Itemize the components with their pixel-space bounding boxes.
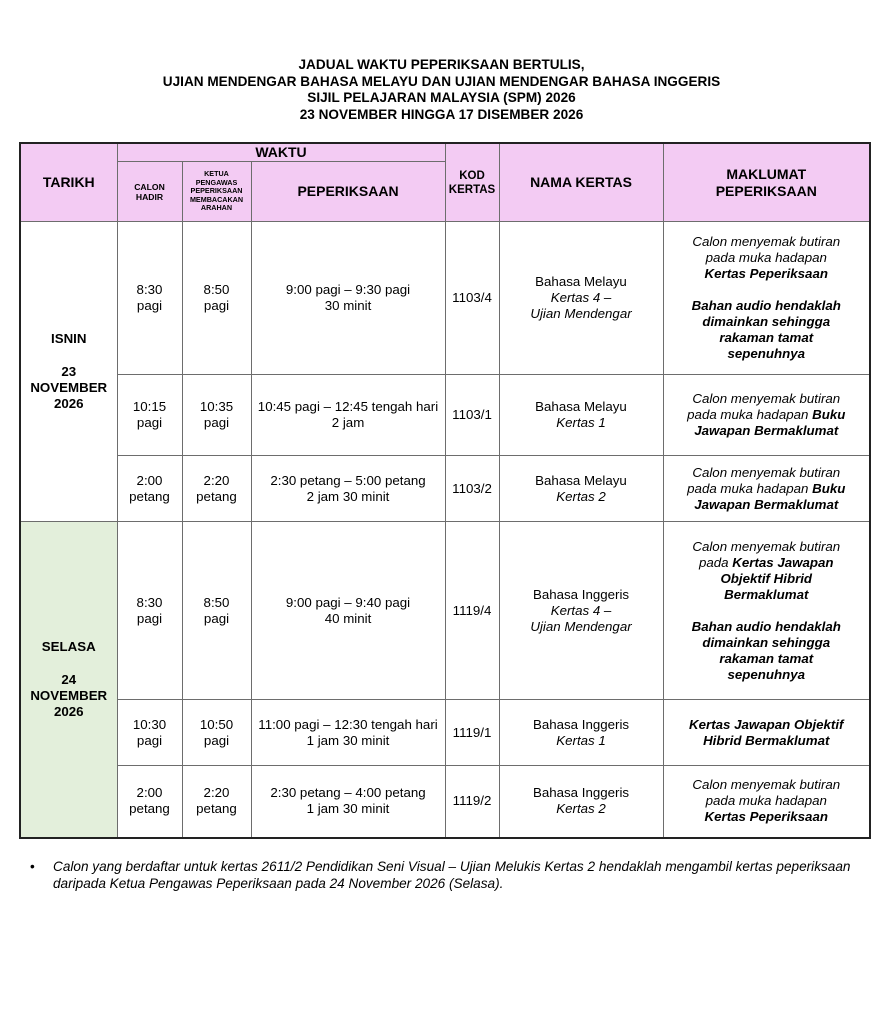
header-tarikh: TARIKH — [20, 143, 117, 222]
paper-code: 1103/1 — [445, 375, 499, 456]
calon-hadir-time: 8:30 pagi — [117, 522, 182, 700]
paper-name: Bahasa Inggeris Kertas 2 — [499, 766, 663, 838]
footnote-text: Calon yang berdaftar untuk kertas 2611/2 Pendidikan Seni Visual – Ujian Melukis Kertas 2 hendaklah mengambil kertas peperiksaan daripada Ketua Pengawas Peperiksaan pada 24 November 2026 (Selasa). — [53, 859, 851, 891]
paper-code: 1103/4 — [445, 222, 499, 375]
ketua-time: 10:50 pagi — [182, 700, 251, 766]
exam-info: Calon menyemak butiran pada muka hadapan Buku Jawapan Bermaklumat — [663, 456, 870, 522]
exam-time: 2:30 petang – 5:00 petang 2 jam 30 minit — [251, 456, 445, 522]
paper-code: 1119/1 — [445, 700, 499, 766]
ketua-time: 10:35 pagi — [182, 375, 251, 456]
header-waktu: WAKTU — [117, 143, 445, 162]
exam-time: 10:45 pagi – 12:45 tengah hari 2 jam — [251, 375, 445, 456]
footnote — [30, 858, 860, 892]
paper-code: 1119/4 — [445, 522, 499, 700]
exam-info: Calon menyemak butiran pada muka hadapan Buku Jawapan Bermaklumat — [663, 375, 870, 456]
exam-time: 11:00 pagi – 12:30 tengah hari 1 jam 30 minit — [251, 700, 445, 766]
header-nama-kertas: NAMA KERTAS — [499, 143, 663, 222]
calon-hadir-time: 8:30 pagi — [117, 222, 182, 375]
paper-code: 1119/2 — [445, 766, 499, 838]
exam-info: Calon menyemak butiran pada muka hadapan Kertas Peperiksaan Bahan audio hendaklah dimainkan sehingga rakaman tamat sepenuhnya — [663, 222, 870, 375]
header-peperiksaan: PEPERIKSAAN — [251, 162, 445, 222]
paper-name: Bahasa Melayu Kertas 2 — [499, 456, 663, 522]
table-row — [20, 766, 870, 838]
paper-name: Bahasa Inggeris Kertas 1 — [499, 700, 663, 766]
title-line-4: 23 NOVEMBER HINGGA 17 DISEMBER 2026 — [299, 106, 584, 122]
ketua-time: 8:50 pagi — [182, 522, 251, 700]
header-calon-hadir: CALON HADIR — [117, 162, 182, 222]
title-line-3: SIJIL PELAJARAN MALAYSIA (SPM) 2026 — [307, 90, 576, 105]
title-line-2: UJIAN MENDENGAR BAHASA MELAYU DAN UJIAN MENDENGAR BAHASA INGGERIS — [162, 73, 721, 89]
bullet-icon: • — [30, 859, 35, 874]
paper-name: Bahasa Inggeris Kertas 4 – Ujian Mendengar — [499, 522, 663, 700]
exam-time: 2:30 petang – 4:00 petang 1 jam 30 minit — [251, 766, 445, 838]
day-cell-selasa: SELASA 24 NOVEMBER 2026 — [20, 522, 117, 838]
exam-info: Calon menyemak butiran pada Kertas Jawapan Objektif Hibrid Bermaklumat Bahan audio hendaklah dimainkan sehingga rakaman tamat sepenuhnya — [663, 522, 870, 700]
header-maklumat: MAKLUMAT PEPERIKSAAN — [663, 143, 870, 222]
exam-info: Calon menyemak butiran pada muka hadapan Kertas Peperiksaan — [663, 766, 870, 838]
header-ketua-pengawas: KETUA PENGAWAS PEPERIKSAAN MEMBACAKAN ARAHAN — [182, 162, 251, 222]
exam-time: 9:00 pagi – 9:40 pagi 40 minit — [251, 522, 445, 700]
day-cell-isnin: ISNIN 23 NOVEMBER 2026 — [20, 222, 117, 522]
calon-hadir-time: 2:00 petang — [117, 766, 182, 838]
table-row — [20, 375, 870, 456]
ketua-time: 8:50 pagi — [182, 222, 251, 375]
ketua-time: 2:20 petang — [182, 766, 251, 838]
exam-time: 9:00 pagi – 9:30 pagi 30 minit — [251, 222, 445, 375]
table-row — [20, 222, 870, 375]
title-line-1: JADUAL WAKTU PEPERIKSAAN BERTULIS, — [298, 57, 585, 72]
paper-code: 1103/2 — [445, 456, 499, 522]
header-kod-kertas: KOD KERTAS — [445, 143, 499, 222]
table-row — [20, 522, 870, 700]
ketua-time: 2:20 petang — [182, 456, 251, 522]
exam-info: Kertas Jawapan Objektif Hibrid Bermaklumat — [663, 700, 870, 766]
calon-hadir-time: 2:00 petang — [117, 456, 182, 522]
paper-name: Bahasa Melayu Kertas 4 – Ujian Mendengar — [499, 222, 663, 375]
calon-hadir-time: 10:15 pagi — [117, 375, 182, 456]
table-row — [20, 700, 870, 766]
paper-name: Bahasa Melayu Kertas 1 — [499, 375, 663, 456]
table-row — [20, 456, 870, 522]
document-title — [0, 57, 883, 123]
calon-hadir-time: 10:30 pagi — [117, 700, 182, 766]
exam-schedule-table — [19, 142, 871, 839]
